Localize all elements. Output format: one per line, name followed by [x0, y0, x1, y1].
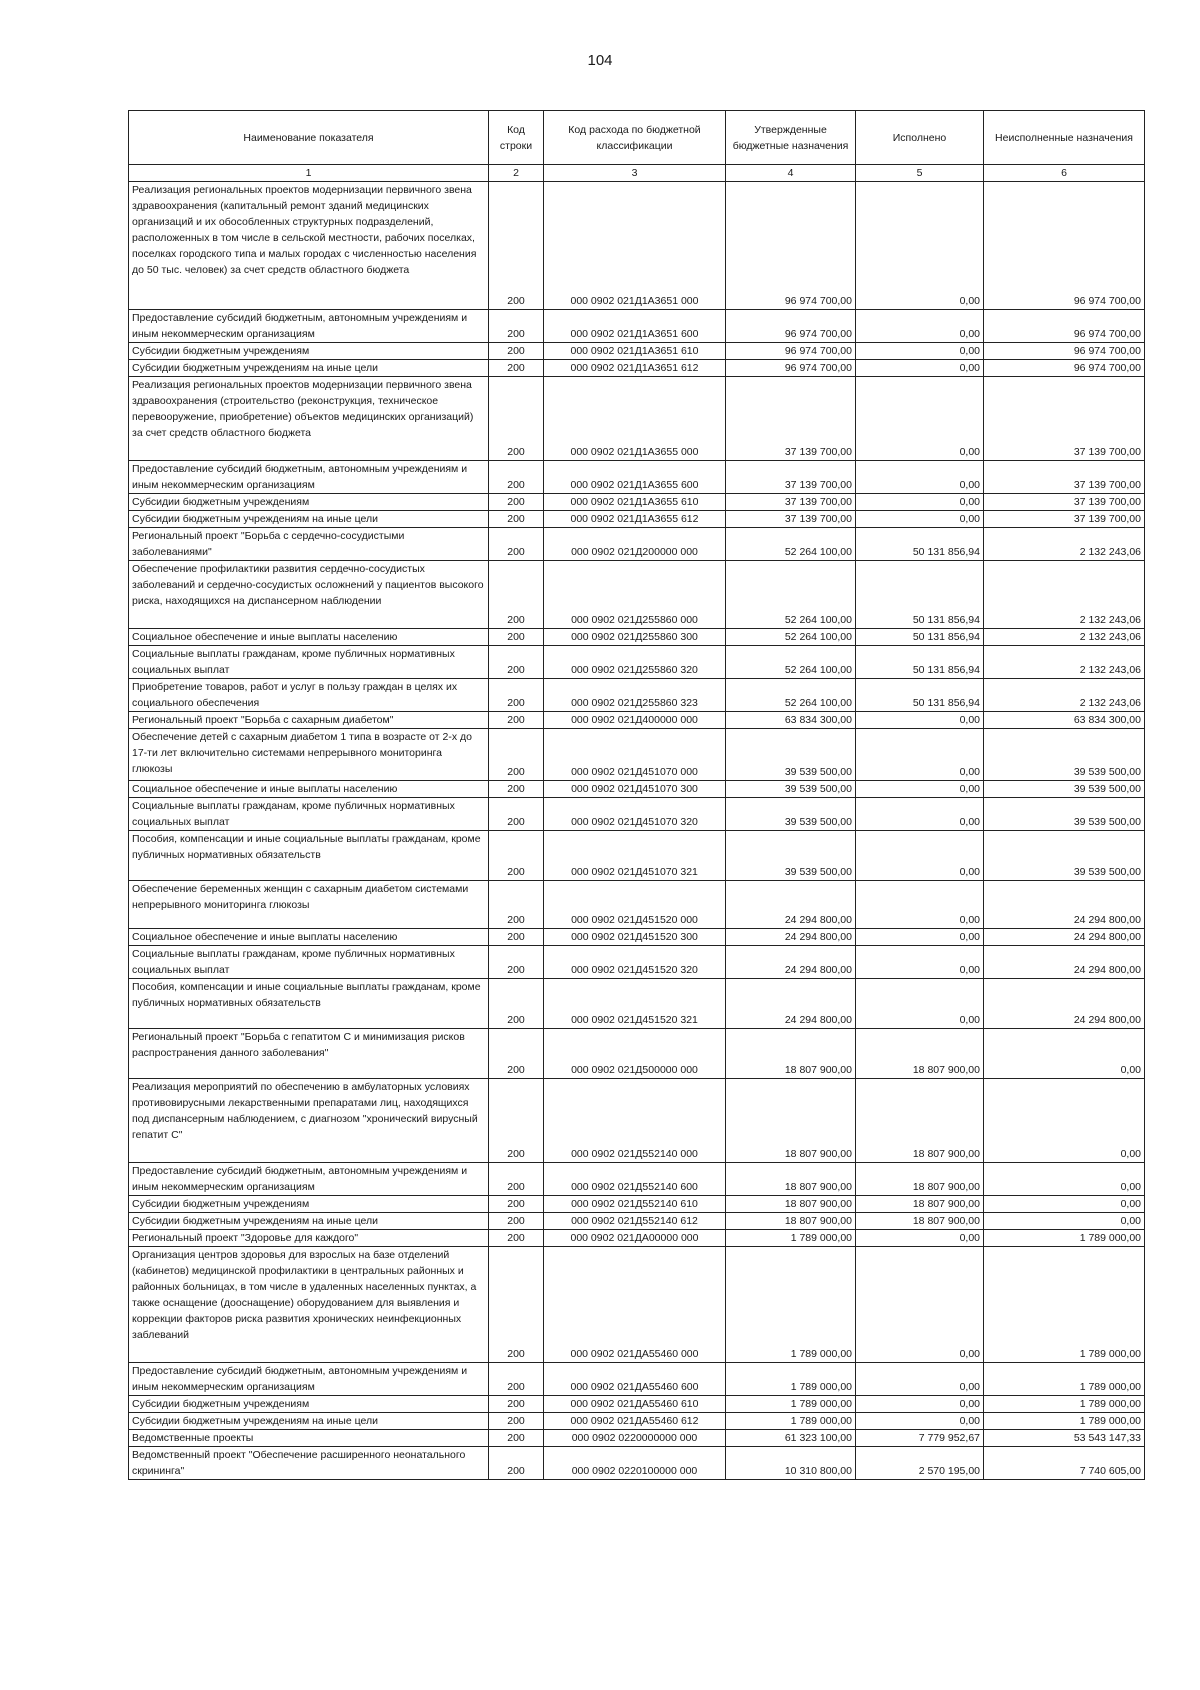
row-executed-amount: 0,00 — [856, 310, 984, 343]
table-row — [129, 1163, 1145, 1196]
row-approved-amount: 52 264 100,00 — [726, 561, 856, 629]
row-unexecuted-amount: 39 539 500,00 — [984, 781, 1145, 798]
table-row — [129, 561, 1145, 629]
column-number: 2 — [489, 165, 544, 182]
column-number: 5 — [856, 165, 984, 182]
row-line-code: 200 — [489, 343, 544, 360]
row-line-code: 200 — [489, 182, 544, 310]
row-name: Реализация мероприятий по обеспечению в амбулаторных условиях противовирусными лекарственными препаратами лиц, находящихся под диспансерным наблюдением, с диагнозом "хронический вирусный гепатит С" — [129, 1079, 489, 1163]
row-line-code: 200 — [489, 1247, 544, 1363]
row-name: Обеспечение профилактики развития сердечно-сосудистых заболеваний и сердечно-сосудистых осложнений у пациентов высокого риска, находящихся на диспансерном наблюдении — [129, 561, 489, 629]
row-name: Реализация региональных проектов модернизации первичного звена здравоохранения (строительство (реконструкция, техническое перевооружение, приобретение) объектов медицинских организаций) за счет средств областного бюджета — [129, 377, 489, 461]
row-line-code: 200 — [489, 528, 544, 561]
row-budget-code: 000 0902 021Д451070 300 — [544, 781, 726, 798]
row-name: Обеспечение детей с сахарным диабетом 1 типа в возрасте от 2-х до 17-ти лет включительно системами непрерывного мониторинга глюкозы — [129, 729, 489, 781]
row-line-code: 200 — [489, 781, 544, 798]
row-approved-amount: 52 264 100,00 — [726, 528, 856, 561]
row-unexecuted-amount: 24 294 800,00 — [984, 929, 1145, 946]
row-executed-amount: 50 131 856,94 — [856, 528, 984, 561]
row-name: Обеспечение беременных женщин с сахарным диабетом системами непрерывного мониторинга глюкозы — [129, 881, 489, 929]
row-unexecuted-amount: 2 132 243,06 — [984, 528, 1145, 561]
row-approved-amount: 37 139 700,00 — [726, 377, 856, 461]
row-line-code: 200 — [489, 1396, 544, 1413]
row-approved-amount: 96 974 700,00 — [726, 182, 856, 310]
table-row — [129, 1230, 1145, 1247]
table-row — [129, 646, 1145, 679]
row-name: Приобретение товаров, работ и услуг в пользу граждан в целях их социального обеспечения — [129, 679, 489, 712]
row-approved-amount: 63 834 300,00 — [726, 712, 856, 729]
row-budget-code: 000 0902 021Д255860 323 — [544, 679, 726, 712]
row-line-code: 200 — [489, 929, 544, 946]
row-line-code: 200 — [489, 1413, 544, 1430]
row-budget-code: 000 0902 021Д451070 320 — [544, 798, 726, 831]
row-budget-code: 000 0902 021Д552140 612 — [544, 1213, 726, 1230]
table-row — [129, 511, 1145, 528]
row-executed-amount: 18 807 900,00 — [856, 1213, 984, 1230]
row-unexecuted-amount: 39 539 500,00 — [984, 831, 1145, 881]
row-name: Социальное обеспечение и иные выплаты населению — [129, 929, 489, 946]
row-approved-amount: 39 539 500,00 — [726, 729, 856, 781]
row-budget-code: 000 0902 021Д451520 000 — [544, 881, 726, 929]
row-executed-amount: 50 131 856,94 — [856, 679, 984, 712]
row-approved-amount: 18 807 900,00 — [726, 1196, 856, 1213]
row-executed-amount: 0,00 — [856, 511, 984, 528]
table-body — [129, 182, 1145, 1480]
row-line-code: 200 — [489, 1230, 544, 1247]
table-row — [129, 1430, 1145, 1447]
budget-execution-table — [128, 110, 1145, 1480]
table-row — [129, 528, 1145, 561]
row-executed-amount: 0,00 — [856, 343, 984, 360]
row-approved-amount: 18 807 900,00 — [726, 1079, 856, 1163]
row-name: Ведомственный проект "Обеспечение расширенного неонатального скрининга" — [129, 1447, 489, 1480]
table-row — [129, 979, 1145, 1029]
table-row — [129, 182, 1145, 310]
row-line-code: 200 — [489, 377, 544, 461]
row-budget-code: 000 0902 021ДА55460 600 — [544, 1363, 726, 1396]
row-name: Пособия, компенсации и иные социальные выплаты гражданам, кроме публичных нормативных обязательств — [129, 831, 489, 881]
row-line-code: 200 — [489, 1079, 544, 1163]
row-budget-code: 000 0902 021ДА55460 610 — [544, 1396, 726, 1413]
row-name: Социальные выплаты гражданам, кроме публичных нормативных социальных выплат — [129, 646, 489, 679]
row-approved-amount: 24 294 800,00 — [726, 979, 856, 1029]
row-line-code: 200 — [489, 1163, 544, 1196]
row-unexecuted-amount: 7 740 605,00 — [984, 1447, 1145, 1480]
row-unexecuted-amount: 39 539 500,00 — [984, 798, 1145, 831]
row-executed-amount: 2 570 195,00 — [856, 1447, 984, 1480]
row-approved-amount: 1 789 000,00 — [726, 1396, 856, 1413]
row-line-code: 200 — [489, 360, 544, 377]
table-row — [129, 461, 1145, 494]
row-budget-code: 000 0902 021Д451070 321 — [544, 831, 726, 881]
table-row — [129, 781, 1145, 798]
row-approved-amount: 37 139 700,00 — [726, 494, 856, 511]
row-name: Социальное обеспечение и иные выплаты населению — [129, 629, 489, 646]
row-line-code: 200 — [489, 1447, 544, 1480]
row-approved-amount: 52 264 100,00 — [726, 646, 856, 679]
table-row — [129, 343, 1145, 360]
row-line-code: 200 — [489, 1029, 544, 1079]
table-row — [129, 377, 1145, 461]
row-unexecuted-amount: 0,00 — [984, 1163, 1145, 1196]
header-indicator-name: Наименование показателя — [129, 111, 489, 165]
row-executed-amount: 0,00 — [856, 881, 984, 929]
row-name: Региональный проект "Борьба с сахарным диабетом" — [129, 712, 489, 729]
row-unexecuted-amount: 1 789 000,00 — [984, 1363, 1145, 1396]
row-executed-amount: 50 131 856,94 — [856, 646, 984, 679]
row-unexecuted-amount: 2 132 243,06 — [984, 679, 1145, 712]
row-name: Субсидии бюджетным учреждениям — [129, 343, 489, 360]
row-budget-code: 000 0902 021Д1А3655 600 — [544, 461, 726, 494]
header-budget-code: Код расхода по бюджетной классификации — [544, 111, 726, 165]
row-approved-amount: 39 539 500,00 — [726, 781, 856, 798]
row-unexecuted-amount: 1 789 000,00 — [984, 1230, 1145, 1247]
row-approved-amount: 1 789 000,00 — [726, 1230, 856, 1247]
row-line-code: 200 — [489, 1196, 544, 1213]
row-executed-amount: 18 807 900,00 — [856, 1196, 984, 1213]
column-number: 3 — [544, 165, 726, 182]
row-name: Субсидии бюджетным учреждениям на иные цели — [129, 360, 489, 377]
table-row — [129, 1213, 1145, 1230]
row-line-code: 200 — [489, 561, 544, 629]
row-executed-amount: 0,00 — [856, 781, 984, 798]
row-name: Предоставление субсидий бюджетным, автономным учреждениям и иным некоммерческим организациям — [129, 461, 489, 494]
row-executed-amount: 0,00 — [856, 1413, 984, 1430]
row-executed-amount: 0,00 — [856, 831, 984, 881]
row-name: Предоставление субсидий бюджетным, автономным учреждениям и иным некоммерческим организациям — [129, 1363, 489, 1396]
header-line-code: Код строки — [489, 111, 544, 165]
row-executed-amount: 50 131 856,94 — [856, 629, 984, 646]
row-unexecuted-amount: 24 294 800,00 — [984, 979, 1145, 1029]
row-unexecuted-amount: 24 294 800,00 — [984, 946, 1145, 979]
row-unexecuted-amount: 1 789 000,00 — [984, 1413, 1145, 1430]
row-unexecuted-amount: 63 834 300,00 — [984, 712, 1145, 729]
row-budget-code: 000 0902 0220000000 000 — [544, 1430, 726, 1447]
row-approved-amount: 18 807 900,00 — [726, 1163, 856, 1196]
table-row — [129, 712, 1145, 729]
table-row — [129, 831, 1145, 881]
row-name: Социальное обеспечение и иные выплаты населению — [129, 781, 489, 798]
row-budget-code: 000 0902 021ДА55460 000 — [544, 1247, 726, 1363]
row-budget-code: 000 0902 021Д1А3655 610 — [544, 494, 726, 511]
row-line-code: 200 — [489, 494, 544, 511]
row-approved-amount: 37 139 700,00 — [726, 461, 856, 494]
table-row — [129, 1029, 1145, 1079]
row-line-code: 200 — [489, 1213, 544, 1230]
table-row — [129, 1447, 1145, 1480]
row-executed-amount: 18 807 900,00 — [856, 1163, 984, 1196]
row-unexecuted-amount: 96 974 700,00 — [984, 310, 1145, 343]
row-budget-code: 000 0902 021Д451520 321 — [544, 979, 726, 1029]
row-approved-amount: 18 807 900,00 — [726, 1213, 856, 1230]
row-unexecuted-amount: 0,00 — [984, 1196, 1145, 1213]
header-approved: Утвержденные бюджетные назначения — [726, 111, 856, 165]
row-name: Социальные выплаты гражданам, кроме публичных нормативных социальных выплат — [129, 946, 489, 979]
row-line-code: 200 — [489, 798, 544, 831]
row-line-code: 200 — [489, 629, 544, 646]
row-unexecuted-amount: 37 139 700,00 — [984, 511, 1145, 528]
row-executed-amount: 0,00 — [856, 946, 984, 979]
table-row — [129, 1413, 1145, 1430]
row-budget-code: 000 0902 021Д1А3651 000 — [544, 182, 726, 310]
row-executed-amount: 18 807 900,00 — [856, 1029, 984, 1079]
table-row — [129, 1396, 1145, 1413]
row-line-code: 200 — [489, 310, 544, 343]
table-row — [129, 1079, 1145, 1163]
row-approved-amount: 96 974 700,00 — [726, 310, 856, 343]
row-executed-amount: 18 807 900,00 — [856, 1079, 984, 1163]
row-name: Субсидии бюджетным учреждениям — [129, 494, 489, 511]
row-line-code: 200 — [489, 646, 544, 679]
table-header-row — [129, 111, 1145, 165]
row-budget-code: 000 0902 021Д400000 000 — [544, 712, 726, 729]
row-executed-amount: 0,00 — [856, 1247, 984, 1363]
row-name: Социальные выплаты гражданам, кроме публичных нормативных социальных выплат — [129, 798, 489, 831]
row-name: Ведомственные проекты — [129, 1430, 489, 1447]
row-line-code: 200 — [489, 831, 544, 881]
table-row — [129, 798, 1145, 831]
row-approved-amount: 1 789 000,00 — [726, 1247, 856, 1363]
page-number: 104 — [587, 52, 613, 69]
table-row — [129, 929, 1145, 946]
row-budget-code: 000 0902 021Д1А3655 612 — [544, 511, 726, 528]
row-unexecuted-amount: 39 539 500,00 — [984, 729, 1145, 781]
table-row — [129, 1247, 1145, 1363]
row-executed-amount: 0,00 — [856, 929, 984, 946]
row-approved-amount: 10 310 800,00 — [726, 1447, 856, 1480]
row-line-code: 200 — [489, 979, 544, 1029]
row-unexecuted-amount: 96 974 700,00 — [984, 182, 1145, 310]
row-budget-code: 000 0902 021Д255860 320 — [544, 646, 726, 679]
row-name: Предоставление субсидий бюджетным, автономным учреждениям и иным некоммерческим организациям — [129, 310, 489, 343]
row-approved-amount: 52 264 100,00 — [726, 679, 856, 712]
row-budget-code: 000 0902 021Д255860 000 — [544, 561, 726, 629]
row-executed-amount: 0,00 — [856, 798, 984, 831]
row-budget-code: 000 0902 021Д500000 000 — [544, 1029, 726, 1079]
row-approved-amount: 37 139 700,00 — [726, 511, 856, 528]
row-name: Региональный проект "Борьба с гепатитом С и минимизация рисков распространения данного заболевания" — [129, 1029, 489, 1079]
row-executed-amount: 0,00 — [856, 1363, 984, 1396]
row-name: Субсидии бюджетным учреждениям на иные цели — [129, 1413, 489, 1430]
row-name: Реализация региональных проектов модернизации первичного звена здравоохранения (капитальный ремонт зданий медицинских организаций и их обособленных структурных подразделений, расположенных в том числе в сельской местности, рабочих поселках, поселках городского типа и малых городах с численностью населения до 50 тыс. человек) за счет средств областного бюджета — [129, 182, 489, 310]
row-unexecuted-amount: 96 974 700,00 — [984, 343, 1145, 360]
row-approved-amount: 1 789 000,00 — [726, 1413, 856, 1430]
header-unexecuted: Неисполненные назначения — [984, 111, 1145, 165]
row-line-code: 200 — [489, 1430, 544, 1447]
row-name: Организация центров здоровья для взрослых на базе отделений (кабинетов) медицинской профилактики в центральных районных и районных больницах, в том числе в удаленных населенных пунктах, а также оснащение (дооснащение) оборудованием для выявления и коррекции факторов риска развития хронических неинфекционных заблеваний — [129, 1247, 489, 1363]
row-executed-amount: 50 131 856,94 — [856, 561, 984, 629]
column-number-row — [129, 165, 1145, 182]
row-executed-amount: 0,00 — [856, 494, 984, 511]
row-name: Субсидии бюджетным учреждениям — [129, 1396, 489, 1413]
row-unexecuted-amount: 1 789 000,00 — [984, 1396, 1145, 1413]
row-line-code: 200 — [489, 946, 544, 979]
row-approved-amount: 52 264 100,00 — [726, 629, 856, 646]
table-row — [129, 629, 1145, 646]
row-budget-code: 000 0902 021Д1А3651 610 — [544, 343, 726, 360]
row-approved-amount: 61 323 100,00 — [726, 1430, 856, 1447]
row-executed-amount: 7 779 952,67 — [856, 1430, 984, 1447]
table-row — [129, 946, 1145, 979]
row-budget-code: 000 0902 021Д552140 600 — [544, 1163, 726, 1196]
row-name: Региональный проект "Здоровье для каждого" — [129, 1230, 489, 1247]
row-budget-code: 000 0902 0220100000 000 — [544, 1447, 726, 1480]
row-executed-amount: 0,00 — [856, 461, 984, 494]
row-executed-amount: 0,00 — [856, 1230, 984, 1247]
row-line-code: 200 — [489, 881, 544, 929]
row-name: Предоставление субсидий бюджетным, автономным учреждениям и иным некоммерческим организациям — [129, 1163, 489, 1196]
row-unexecuted-amount: 0,00 — [984, 1213, 1145, 1230]
row-line-code: 200 — [489, 1363, 544, 1396]
row-unexecuted-amount: 37 139 700,00 — [984, 494, 1145, 511]
row-name: Пособия, компенсации и иные социальные выплаты гражданам, кроме публичных нормативных обязательств — [129, 979, 489, 1029]
header-executed: Исполнено — [856, 111, 984, 165]
column-number: 6 — [984, 165, 1145, 182]
row-budget-code: 000 0902 021Д1А3651 612 — [544, 360, 726, 377]
table-row — [129, 360, 1145, 377]
row-budget-code: 000 0902 021ДА55460 612 — [544, 1413, 726, 1430]
row-budget-code: 000 0902 021Д200000 000 — [544, 528, 726, 561]
row-approved-amount: 24 294 800,00 — [726, 929, 856, 946]
row-line-code: 200 — [489, 729, 544, 781]
row-budget-code: 000 0902 021Д451520 300 — [544, 929, 726, 946]
column-number: 4 — [726, 165, 856, 182]
row-unexecuted-amount: 2 132 243,06 — [984, 561, 1145, 629]
row-name: Субсидии бюджетным учреждениям — [129, 1196, 489, 1213]
row-unexecuted-amount: 24 294 800,00 — [984, 881, 1145, 929]
row-executed-amount: 0,00 — [856, 182, 984, 310]
row-approved-amount: 96 974 700,00 — [726, 343, 856, 360]
row-executed-amount: 0,00 — [856, 729, 984, 781]
table-row — [129, 1363, 1145, 1396]
row-unexecuted-amount: 1 789 000,00 — [984, 1247, 1145, 1363]
row-approved-amount: 18 807 900,00 — [726, 1029, 856, 1079]
table-row — [129, 494, 1145, 511]
row-unexecuted-amount: 2 132 243,06 — [984, 629, 1145, 646]
row-executed-amount: 0,00 — [856, 360, 984, 377]
table-row — [129, 729, 1145, 781]
row-name: Субсидии бюджетным учреждениям на иные цели — [129, 511, 489, 528]
table-row — [129, 310, 1145, 343]
row-approved-amount: 24 294 800,00 — [726, 881, 856, 929]
row-budget-code: 000 0902 021Д552140 000 — [544, 1079, 726, 1163]
table-row — [129, 881, 1145, 929]
row-name: Региональный проект "Борьба с сердечно-сосудистыми заболеваниями" — [129, 528, 489, 561]
row-line-code: 200 — [489, 461, 544, 494]
row-unexecuted-amount: 37 139 700,00 — [984, 461, 1145, 494]
row-approved-amount: 24 294 800,00 — [726, 946, 856, 979]
row-line-code: 200 — [489, 679, 544, 712]
row-line-code: 200 — [489, 511, 544, 528]
table-row — [129, 1196, 1145, 1213]
row-executed-amount: 0,00 — [856, 377, 984, 461]
row-unexecuted-amount: 0,00 — [984, 1079, 1145, 1163]
row-unexecuted-amount: 53 543 147,33 — [984, 1430, 1145, 1447]
row-name: Субсидии бюджетным учреждениям на иные цели — [129, 1213, 489, 1230]
row-budget-code: 000 0902 021Д552140 610 — [544, 1196, 726, 1213]
row-unexecuted-amount: 0,00 — [984, 1029, 1145, 1079]
row-executed-amount: 0,00 — [856, 712, 984, 729]
row-approved-amount: 1 789 000,00 — [726, 1363, 856, 1396]
row-executed-amount: 0,00 — [856, 979, 984, 1029]
row-budget-code: 000 0902 021Д451520 320 — [544, 946, 726, 979]
row-executed-amount: 0,00 — [856, 1396, 984, 1413]
row-approved-amount: 96 974 700,00 — [726, 360, 856, 377]
row-budget-code: 000 0902 021Д255860 300 — [544, 629, 726, 646]
row-approved-amount: 39 539 500,00 — [726, 798, 856, 831]
row-approved-amount: 39 539 500,00 — [726, 831, 856, 881]
column-number: 1 — [129, 165, 489, 182]
row-unexecuted-amount: 2 132 243,06 — [984, 646, 1145, 679]
row-budget-code: 000 0902 021Д1А3651 600 — [544, 310, 726, 343]
row-unexecuted-amount: 96 974 700,00 — [984, 360, 1145, 377]
row-budget-code: 000 0902 021Д1А3655 000 — [544, 377, 726, 461]
table-row — [129, 679, 1145, 712]
row-line-code: 200 — [489, 712, 544, 729]
row-unexecuted-amount: 37 139 700,00 — [984, 377, 1145, 461]
row-budget-code: 000 0902 021Д451070 000 — [544, 729, 726, 781]
row-budget-code: 000 0902 021ДА00000 000 — [544, 1230, 726, 1247]
